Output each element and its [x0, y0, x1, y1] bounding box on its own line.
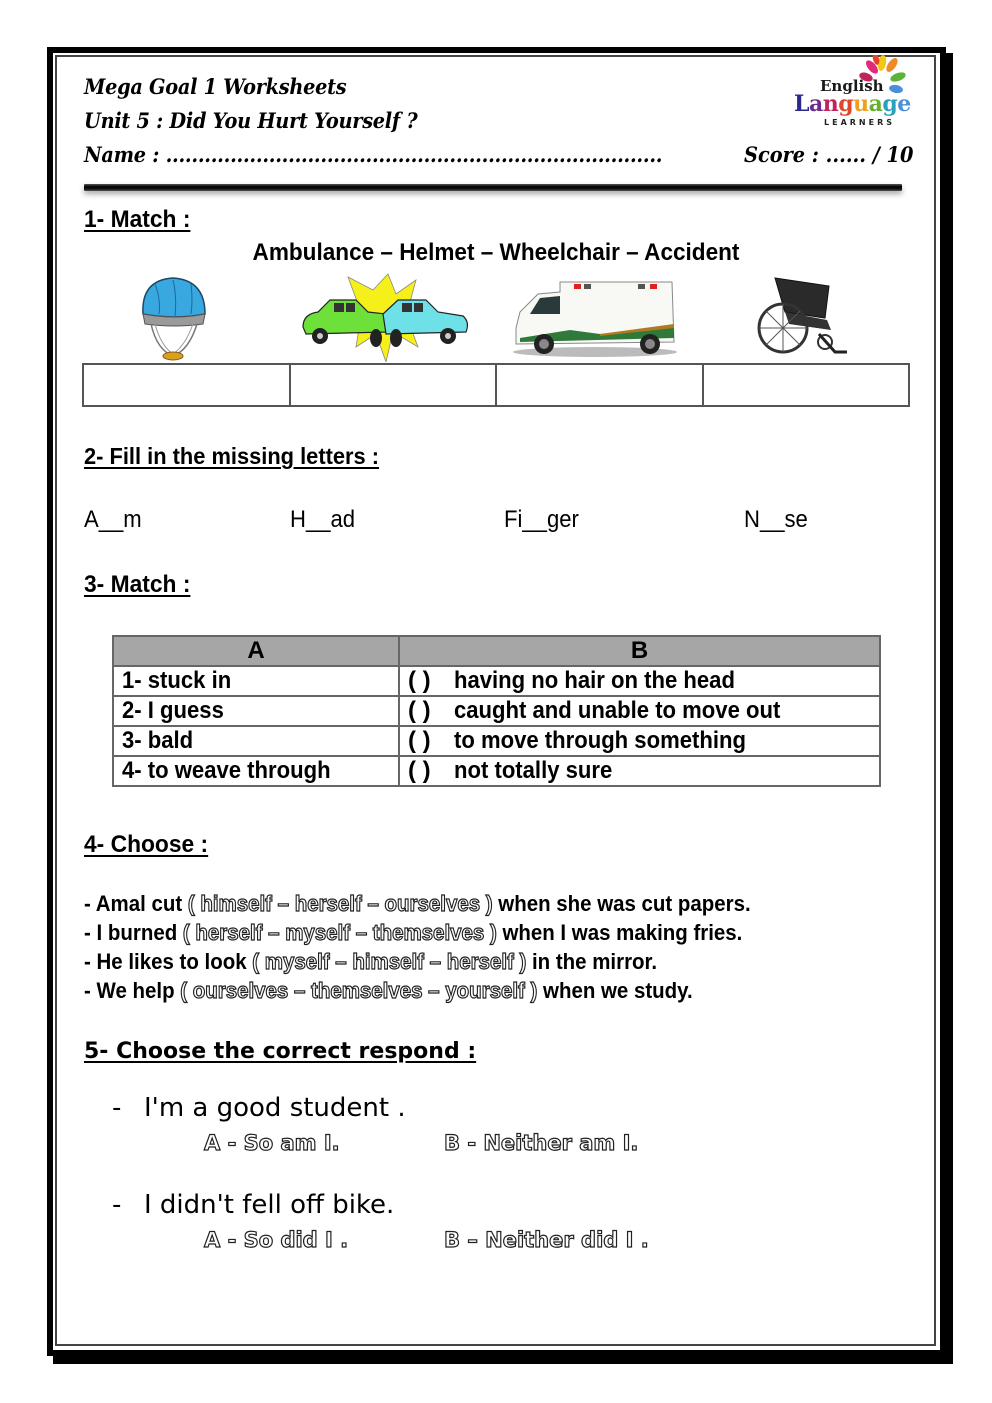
question-prompt	[112, 1190, 394, 1220]
prompt-text: I didn't fell off bike.	[144, 1190, 395, 1220]
sentence-end: in the mirror.	[526, 949, 658, 974]
logo-letter: u	[853, 91, 869, 117]
definition: having no hair on the head	[454, 667, 735, 694]
helmet-icon	[135, 272, 210, 362]
wheelchair-image	[755, 272, 850, 362]
definition: caught and unable to move out	[454, 697, 781, 724]
sentence-end: when I was making fries.	[496, 920, 743, 945]
choose-sentence	[84, 949, 657, 975]
column-header-b: B	[399, 636, 880, 666]
table-row	[113, 666, 880, 696]
car-accident-icon	[298, 272, 473, 362]
definition: not totally sure	[454, 757, 613, 784]
logo-letter: e	[897, 91, 911, 117]
definition: to move through something	[454, 727, 746, 754]
option-a[interactable]: A - So did I .	[204, 1228, 349, 1252]
term: 4- to weave through	[122, 757, 331, 784]
choose-sentence	[84, 891, 751, 917]
answer-parentheses[interactable]: ( )	[408, 697, 431, 724]
sentence-start: - I burned	[84, 920, 183, 945]
column-header-a: A	[113, 636, 399, 666]
worksheet-title: Mega Goal 1 Worksheets	[84, 74, 347, 99]
unit-title: Unit 5 : Did You Hurt Yourself ?	[84, 108, 418, 133]
sentence-start: - Amal cut	[84, 891, 188, 916]
section5-heading: 5- Choose the correct respond :	[84, 1039, 477, 1064]
helmet-image	[135, 272, 210, 362]
sentence-end: when she was cut papers.	[492, 891, 751, 916]
table-row	[113, 726, 880, 756]
answer-box-ambulance[interactable]	[496, 364, 703, 406]
choose-sentence	[84, 978, 693, 1004]
match-table	[112, 635, 881, 787]
option-b[interactable]: B - Neither am I.	[444, 1131, 639, 1155]
wheelchair-icon	[755, 272, 850, 362]
answer-parentheses[interactable]: ( )	[408, 727, 431, 754]
choose-sentence	[84, 920, 742, 946]
pronoun-choices[interactable]: ( herself – myself – themselves )	[182, 920, 497, 945]
sentence-end: when we study.	[537, 978, 693, 1003]
pronoun-choices[interactable]: ( ourselves – themselves – yourself )	[180, 978, 538, 1003]
bullet-dash: -	[112, 1190, 122, 1220]
table-row	[113, 756, 880, 786]
question-prompt	[112, 1093, 406, 1123]
section4-heading: 4- Choose :	[84, 831, 209, 858]
pronoun-choices[interactable]: ( myself – himself – herself )	[252, 949, 527, 974]
term: 1- stuck in	[122, 667, 232, 694]
logo-letter: a	[868, 91, 883, 117]
car-accident-image	[298, 272, 473, 362]
picture-answer-table	[82, 363, 910, 407]
word-bank: Ambulance – Helmet – Wheelchair – Accident	[252, 239, 740, 266]
ambulance-image	[510, 272, 680, 362]
fill-word[interactable]: A__m	[84, 506, 142, 533]
logo-english-text: English	[820, 77, 884, 95]
fill-word[interactable]: Fi__ger	[504, 506, 579, 533]
term: 2- I guess	[122, 697, 224, 724]
header-divider	[84, 184, 902, 191]
answer-parentheses[interactable]: ( )	[408, 667, 431, 694]
prompt-text: I'm a good student .	[144, 1093, 406, 1123]
logo-letter: a	[808, 91, 823, 117]
logo-letter: L	[794, 91, 809, 117]
section1-heading: 1- Match :	[84, 206, 191, 233]
pronoun-choices[interactable]: ( himself – herself – ourselves )	[187, 891, 493, 916]
logo-letter: g	[838, 91, 854, 117]
term: 3- bald	[122, 727, 194, 754]
answer-box-wheelchair[interactable]	[703, 364, 910, 406]
option-a[interactable]: A - So am I.	[204, 1131, 340, 1155]
answer-parentheses[interactable]: ( )	[408, 757, 431, 784]
ambulance-icon	[510, 272, 680, 362]
section3-heading: 3- Match :	[84, 571, 191, 598]
answer-box-helmet[interactable]	[83, 364, 290, 406]
answer-box-accident[interactable]	[290, 364, 497, 406]
fill-word[interactable]: N__se	[744, 506, 808, 533]
table-row	[113, 696, 880, 726]
option-b[interactable]: B – Neither did I .	[444, 1228, 649, 1252]
score-field: Score : ...... / 10	[744, 142, 914, 167]
sentence-start: - He likes to look	[84, 949, 253, 974]
sentence-start: - We help	[84, 978, 181, 1003]
logo-letter: g	[882, 91, 898, 117]
section2-heading: 2- Fill in the missing letters :	[84, 443, 380, 469]
name-field[interactable]: Name : .............................................................................	[84, 142, 663, 167]
bullet-dash: -	[112, 1093, 122, 1123]
english-language-learners-logo	[790, 55, 915, 133]
logo-letter: n	[822, 91, 839, 117]
logo-learners-text: LEARNERS	[824, 118, 895, 127]
fill-word[interactable]: H__ad	[290, 506, 356, 533]
logo-language-text	[794, 91, 911, 117]
